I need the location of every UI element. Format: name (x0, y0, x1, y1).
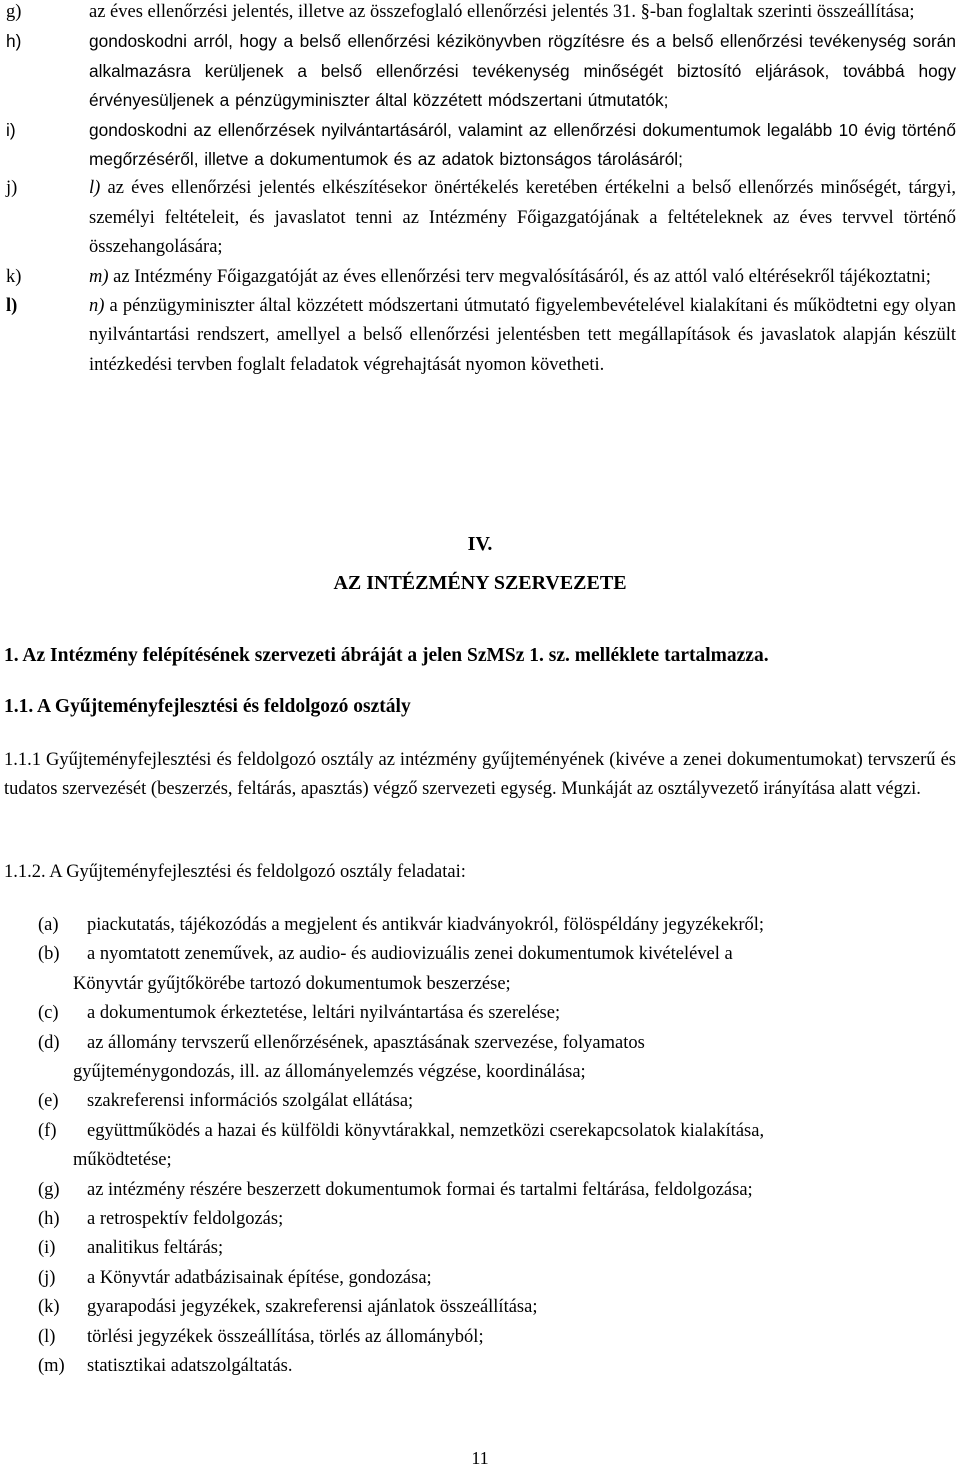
heading-1: 1. Az Intézmény felépítésének szervezeti ábráját a jelen SzMSz 1. sz. melléklete tartalmazza. (4, 645, 769, 666)
item-sublabel: l) (89, 178, 101, 199)
list-item-h (6, 27, 956, 115)
list-item-k (6, 263, 956, 292)
task-item (38, 1087, 956, 1116)
task-item (38, 940, 956, 999)
task-item (38, 1234, 956, 1263)
task-text: szakreferensi információs szolgálat ellátása; (87, 1091, 414, 1112)
item-text: gondoskodni arról, hogy a belső ellenőrzési kézikönyvben rögzítésre és a belső ellenőrzési tevékenység során alkalmazásra kerüljenek a belső ellenőrzési tevékenység minőségét biztosító eljárások, továbbá hogy érvényesüljenek a pénzügyminiszter által közzétett módszertani útmutatók; (89, 31, 956, 111)
task-label: (f) (38, 1120, 57, 1141)
task-label: (e) (38, 1091, 59, 1112)
task-text: a retrospektív feldolgozás; (87, 1209, 284, 1230)
list-item-g (6, 0, 956, 27)
item-text: az éves ellenőrzési jelentés, illetve az összefoglaló ellenőrzési jelentés 31. §-ban foglaltak szerinti összeállítása; (89, 2, 915, 22)
task-text-continuation: működtetése; (73, 1150, 172, 1171)
list-item-i (6, 116, 956, 175)
item-label: h) (6, 31, 22, 52)
task-label: (k) (38, 1297, 60, 1318)
task-text: a Könyvtár adatbázisainak építése, gondozása; (87, 1267, 432, 1288)
task-text: analitikus feltárás; (87, 1238, 224, 1259)
task-item (38, 1205, 956, 1234)
task-text: statisztikai adatszolgáltatás. (87, 1356, 293, 1377)
duties-list (6, 0, 956, 380)
task-text-continuation: Könyvtár gyűjtőkörébe tartozó dokumentumok beszerzése; (73, 973, 511, 994)
item-text: gondoskodni az ellenőrzések nyilvántartásáról, valamint az ellenőrzési dokumentumok legalább 10 évig történő megőrzéséről, illetve a dokumentumok és az adatok biztonságos tárolásáról; (89, 119, 956, 170)
task-text: együttműködés a hazai és külföldi könyvtárakkal, nemzetközi cserekapcsolatok kialakítása, (87, 1120, 765, 1141)
item-label: g) (6, 2, 22, 22)
task-label: (l) (38, 1326, 56, 1347)
task-label: (a) (38, 915, 59, 935)
task-item (38, 1352, 956, 1381)
list-item-j (6, 174, 956, 262)
section-number: IV. (467, 533, 493, 555)
task-label: (j) (38, 1267, 56, 1288)
item-label: j) (6, 178, 18, 199)
item-text: az éves ellenőrzési jelentés elkészítésekor önértékelés keretében értékelni a belső ellenőrzés minőségét, tárgyi, személyi feltételeit, és javaslatot tenni az Intézmény Főigazgatójának a feltételeknek az éves tervvel történő összehangolására; (89, 178, 957, 258)
page-number: 11 (471, 1448, 489, 1468)
task-item (38, 1293, 956, 1322)
task-label: (b) (38, 944, 60, 965)
task-text: az intézmény részére beszerzett dokumentumok formai és tartalmi feltárása, feldolgozása; (87, 1179, 753, 1200)
item-label: i) (6, 119, 16, 140)
task-label: (c) (38, 1003, 59, 1024)
task-label: (i) (38, 1238, 56, 1259)
item-text: a pénzügyminiszter által közzétett módszertani útmutató figyelembevételével kialakítani és működtetni egy olyan nyilvántartási rendszert, amellyel a belső ellenőrzési jelentésben tett megállapítások és javaslatok alapján készült intézkedési tervben foglalt feladatok végrehajtását nyomon követheti. (89, 296, 956, 375)
task-item (38, 1117, 956, 1176)
item-label: k) (6, 266, 22, 287)
task-text: az állomány tervszerű ellenőrzésének, apasztásának szervezése, folyamatos (87, 1032, 645, 1053)
item-sublabel: n) (89, 296, 105, 317)
task-item (38, 1176, 956, 1205)
task-label: (d) (38, 1032, 60, 1053)
task-item (38, 911, 956, 940)
list-item-l (6, 292, 956, 380)
task-label: (g) (38, 1179, 60, 1200)
task-item (38, 999, 956, 1028)
task-item (38, 1029, 956, 1088)
task-text: piackutatás, tájékozódás a megjelent és antikvár kiadványokról, fölöspéldány jegyzékekről; (87, 915, 765, 935)
item-text: az Intézmény Főigazgatóját az éves ellenőrzési terv megvalósításáról, és az attól való eltérésekről tájékoztatni; (113, 266, 931, 287)
task-text-continuation: gyűjteménygondozás, ill. az állományelemzés végzése, koordinálása; (73, 1062, 586, 1083)
task-text: a nyomtatott zeneművek, az audio- és audiovizuális zenei dokumentumok kivételével a (87, 944, 733, 965)
tasks-list (38, 911, 956, 1382)
item-sublabel: m) (89, 266, 109, 287)
task-label: (h) (38, 1209, 60, 1230)
task-label: (m) (38, 1356, 65, 1377)
paragraph-1-1-2: 1.1.2. A Gyűjteményfejlesztési és feldolgozó osztály feladatai: (4, 862, 466, 882)
heading-1-1: 1.1. A Gyűjteményfejlesztési és feldolgozó osztály (4, 696, 411, 717)
task-text: a dokumentumok érkeztetése, leltári nyilvántartása és szerelése; (87, 1003, 561, 1024)
paragraph-1-1-1: 1.1.1 Gyűjteményfejlesztési és feldolgozó osztály az intézmény gyűjteményének (kivéve a zenei dokumentumokat) tervszerű és tudatos szervezését (beszerzés, feltárás, apasztás) végző szervezeti egység. Munkáját az osztályvezető irányítása alatt végzi. (4, 750, 956, 800)
task-item (38, 1264, 956, 1293)
task-text: gyarapodási jegyzékek, szakreferensi ajánlatok összeállítása; (87, 1297, 538, 1318)
task-item (38, 1323, 956, 1352)
task-text: törlési jegyzékek összeállítása, törlés az állományból; (87, 1326, 484, 1347)
item-label: l) (6, 296, 18, 317)
section-title: AZ INTÉZMÉNY SZERVEZETE (333, 572, 627, 594)
